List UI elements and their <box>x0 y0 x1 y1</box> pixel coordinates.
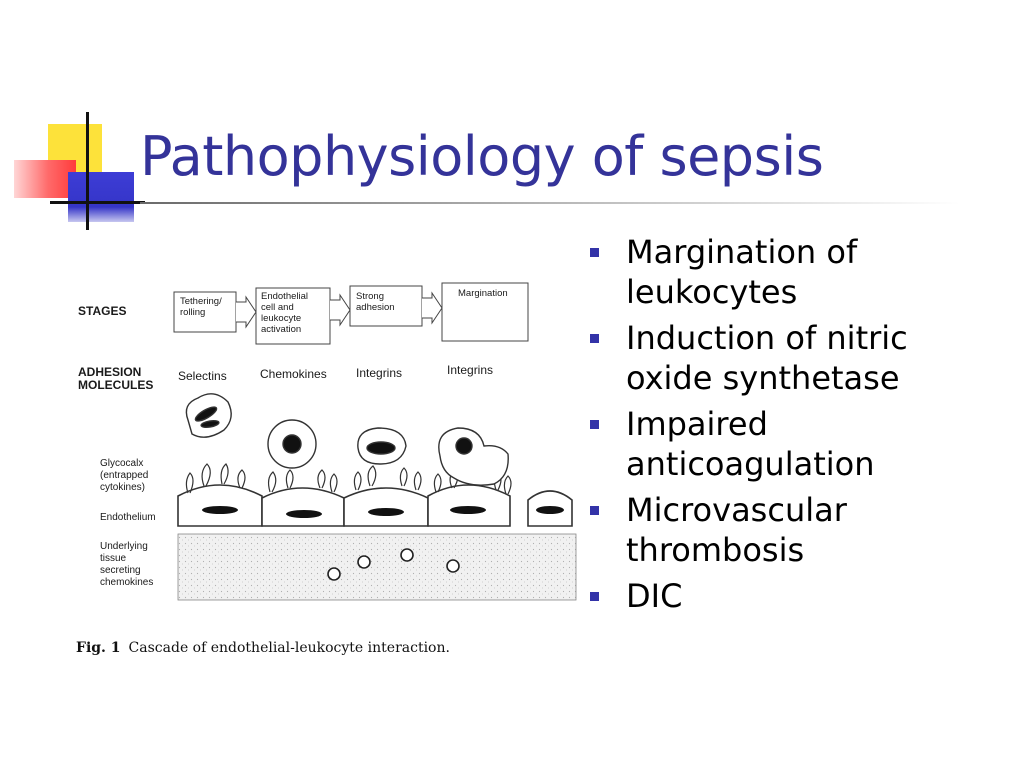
decorative-blue-square <box>68 172 134 222</box>
decorative-horizontal-line <box>50 201 145 204</box>
molecule-label-integrins-1: Integrins <box>356 366 403 380</box>
decorative-red-bar <box>14 160 76 198</box>
stage-label-tethering: Tethering/ rolling <box>180 296 222 318</box>
molecule-label-chemokines: Chemokines <box>260 367 327 381</box>
square-bullet-icon <box>590 506 599 515</box>
bullet-item <box>590 232 1000 312</box>
endothelial-leukocyte-figure <box>70 278 580 608</box>
figure-caption <box>76 640 450 656</box>
stages-label: STAGES <box>78 304 127 318</box>
bullet-text: Margination of leukocytes <box>626 233 858 311</box>
figure-caption-label: Fig. 1 <box>76 640 121 656</box>
stage-label-margination: Margination <box>458 288 508 299</box>
endothelium-cells <box>178 485 572 526</box>
stage-label-adhesion: Strong adhesion <box>356 291 395 313</box>
square-bullet-icon <box>590 592 599 601</box>
slide-title: Pathophysiology of sepsis <box>140 125 824 188</box>
leukocytes <box>186 394 508 485</box>
figure-caption-text: Cascade of endothelial-leukocyte interaction. <box>128 640 450 656</box>
stage-arrow-1 <box>236 297 256 327</box>
stage-label-activation: Endothelial cell and leukocyte activation <box>261 291 309 335</box>
bullet-text: Impaired anticoagulation <box>626 405 875 483</box>
decorative-vertical-line <box>86 112 89 230</box>
bullet-item <box>590 318 1000 398</box>
square-bullet-icon <box>590 248 599 257</box>
title-underline <box>140 202 960 204</box>
glycocalyx-label: Glycocalx (entrapped cytokines) <box>100 458 149 493</box>
bullet-list <box>590 232 1000 622</box>
molecule-label-selectins: Selectins <box>178 369 227 383</box>
stage-arrow-3 <box>422 293 442 323</box>
bullet-text: DIC <box>626 577 683 615</box>
bullet-item <box>590 404 1000 484</box>
bullet-item <box>590 490 1000 570</box>
endothelium-label: Endothelium <box>100 512 156 523</box>
bullet-text: Microvascular thrombosis <box>626 491 847 569</box>
underlying-tissue <box>178 534 576 600</box>
bullet-text: Induction of nitric oxide synthetase <box>626 319 908 397</box>
underlying-tissue-label: Underlying tissue secreting chemokines <box>100 541 154 588</box>
square-bullet-icon <box>590 334 599 343</box>
molecule-label-integrins-2: Integrins <box>447 363 494 377</box>
square-bullet-icon <box>590 420 599 429</box>
stage-arrow-2 <box>330 295 350 325</box>
adhesion-molecules-label: ADHESION MOLECULES <box>78 365 154 392</box>
bullet-item <box>590 576 1000 616</box>
